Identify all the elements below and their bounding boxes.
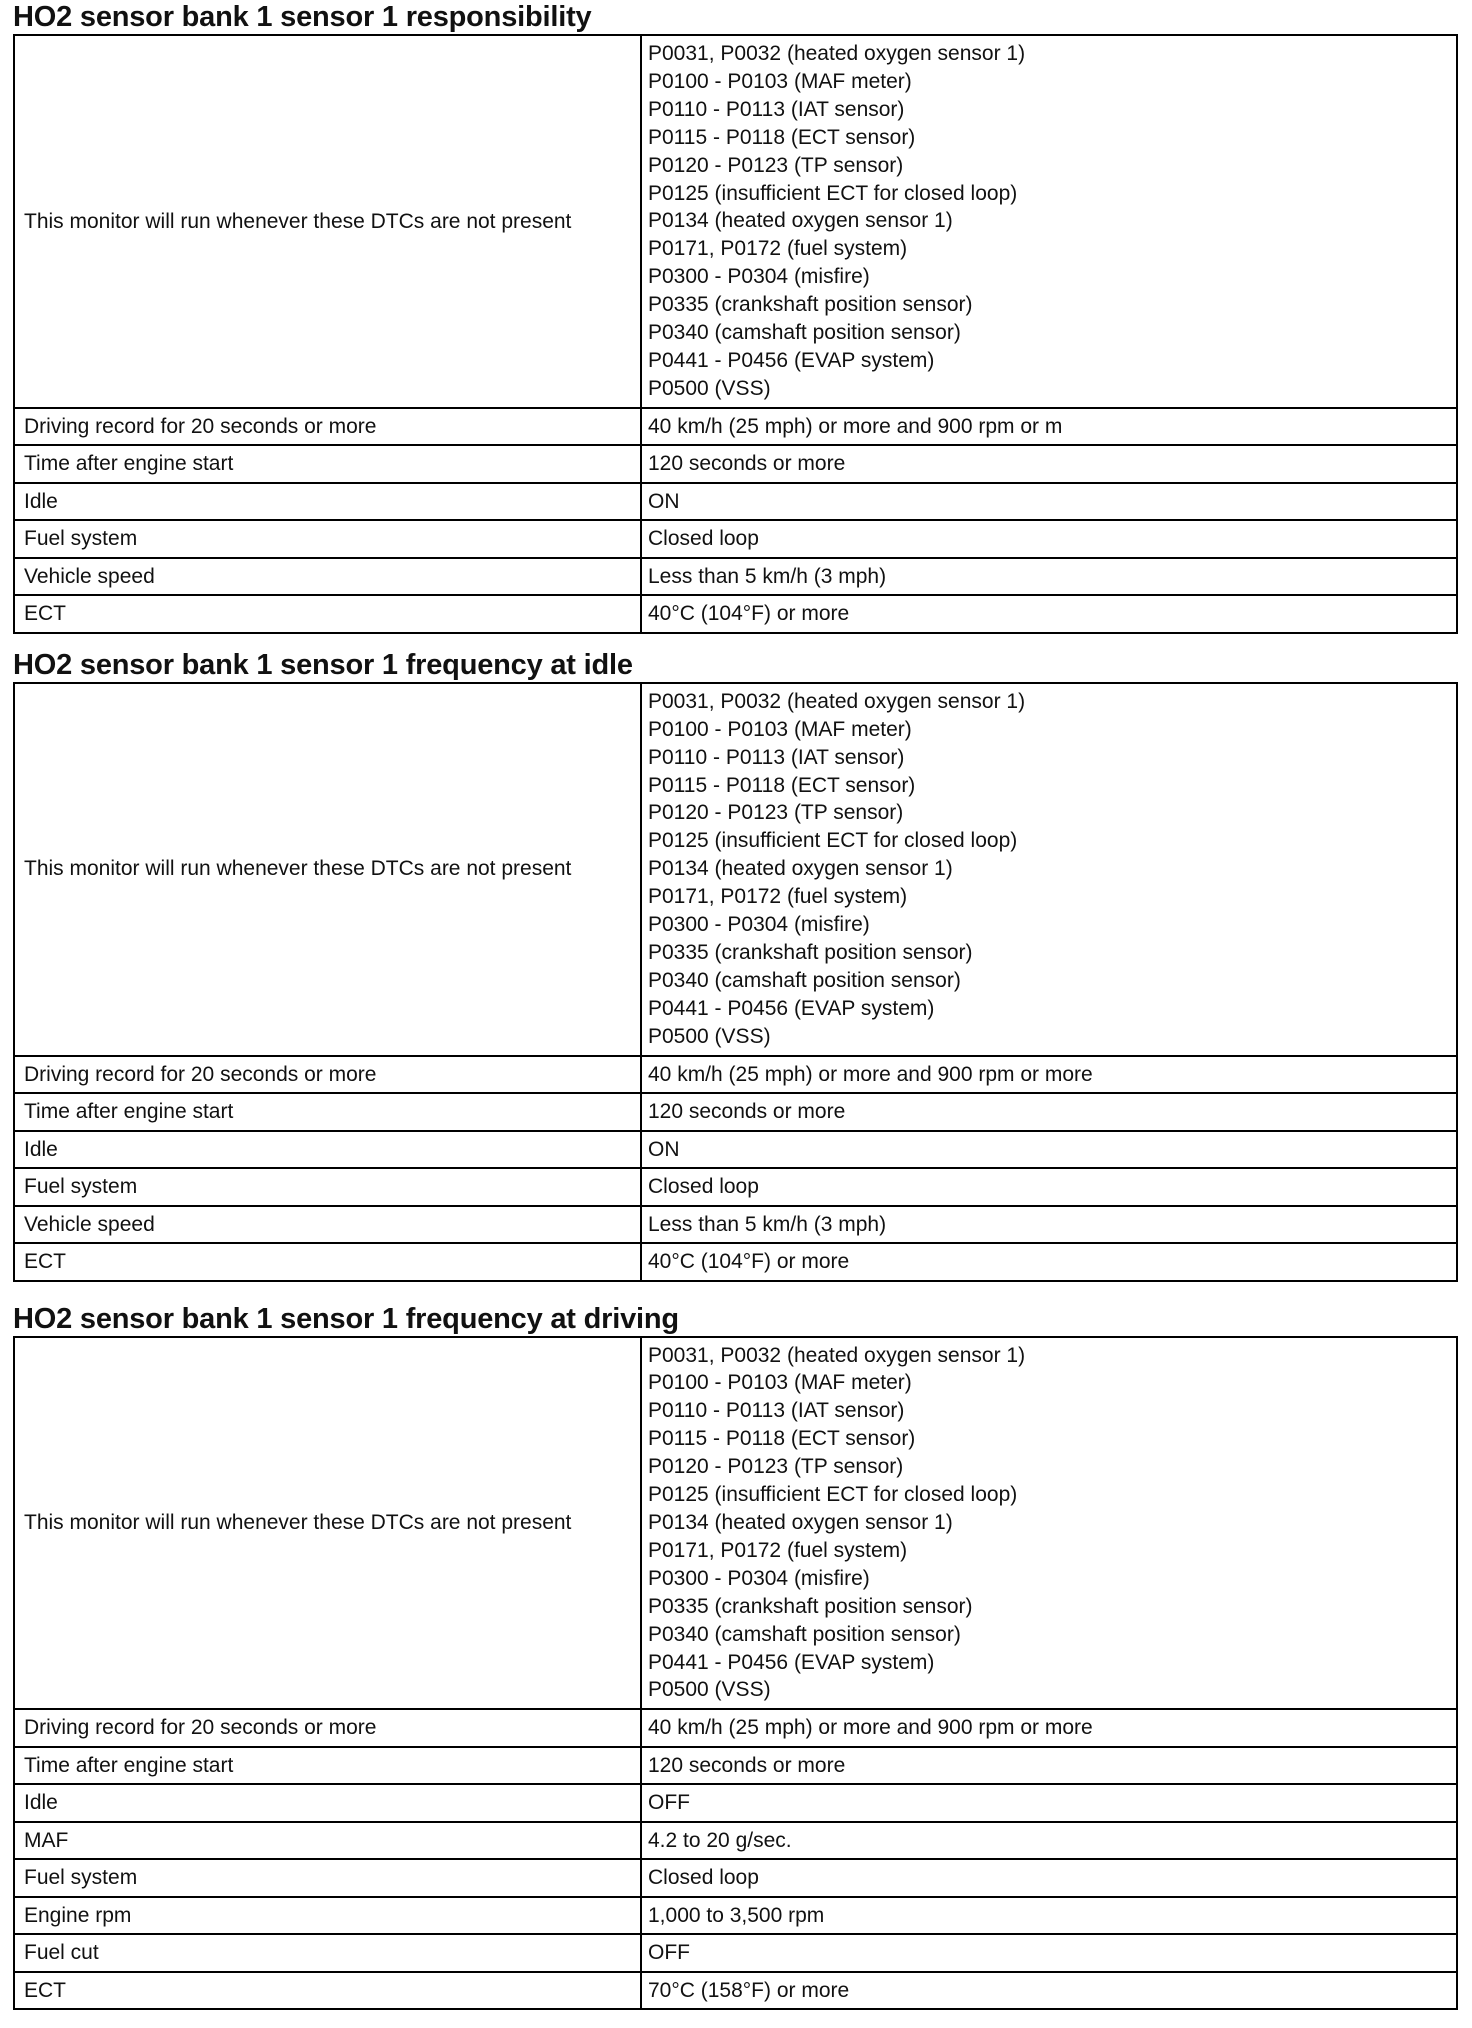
dtc-row	[14, 35, 1457, 408]
dtc-item: P0335 (crankshaft position sensor)	[648, 1594, 973, 1618]
condition-value: 40 km/h (25 mph) or more and 900 rpm or more	[641, 1709, 1457, 1747]
condition-value: 70°C (158°F) or more	[641, 1972, 1457, 2010]
condition-label: Time after engine start	[14, 1093, 641, 1131]
condition-label: Idle	[14, 1784, 641, 1822]
dtc-item: P0500 (VSS)	[648, 376, 771, 400]
dtc-item: P0100 - P0103 (MAF meter)	[648, 717, 912, 741]
dtc-item: P0171, P0172 (fuel system)	[648, 1538, 908, 1562]
condition-row	[14, 408, 1457, 446]
dtc-item: P0340 (camshaft position sensor)	[648, 321, 961, 345]
condition-label: Fuel cut	[14, 1934, 641, 1972]
condition-label: Fuel system	[14, 1859, 641, 1897]
section-title: HO2 sensor bank 1 sensor 1 frequency at driving	[13, 1302, 679, 1335]
conditions-table	[13, 34, 1458, 634]
condition-label: Engine rpm	[14, 1897, 641, 1935]
condition-value: Less than 5 km/h (3 mph)	[641, 1206, 1457, 1244]
dtc-item: P0125 (insufficient ECT for closed loop)	[648, 829, 1018, 853]
condition-value: Closed loop	[641, 1859, 1457, 1897]
condition-value: ON	[641, 483, 1457, 521]
condition-row	[14, 1243, 1457, 1281]
dtc-item: P0500 (VSS)	[648, 1678, 771, 1702]
dtc-item: P0115 - P0118 (ECT sensor)	[648, 1427, 916, 1451]
condition-row	[14, 1747, 1457, 1785]
condition-label: Driving record for 20 seconds or more	[14, 408, 641, 446]
dtc-item: P0110 - P0113 (IAT sensor)	[648, 745, 905, 769]
condition-row	[14, 1934, 1457, 1972]
dtc-item: P0500 (VSS)	[648, 1024, 771, 1048]
condition-row	[14, 1168, 1457, 1206]
condition-value: 120 seconds or more	[641, 1747, 1457, 1785]
dtc-label-cell: This monitor will run whenever these DTCs are not present	[14, 35, 641, 408]
section-spacer	[13, 634, 1458, 648]
dtc-item: P0125 (insufficient ECT for closed loop)	[648, 181, 1018, 205]
dtc-item: P0171, P0172 (fuel system)	[648, 237, 908, 261]
condition-value: 40°C (104°F) or more	[641, 595, 1457, 633]
condition-row	[14, 1093, 1457, 1131]
condition-row	[14, 595, 1457, 633]
dtc-item: P0340 (camshaft position sensor)	[648, 1622, 961, 1646]
condition-value: Less than 5 km/h (3 mph)	[641, 558, 1457, 596]
condition-row	[14, 1784, 1457, 1822]
dtc-item: P0171, P0172 (fuel system)	[648, 885, 908, 909]
condition-value: Closed loop	[641, 1168, 1457, 1206]
condition-row	[14, 558, 1457, 596]
condition-value: 120 seconds or more	[641, 1093, 1457, 1131]
dtc-item: P0300 - P0304 (misfire)	[648, 913, 870, 937]
condition-label: Driving record for 20 seconds or more	[14, 1056, 641, 1094]
condition-row	[14, 1822, 1457, 1860]
section-title: HO2 sensor bank 1 sensor 1 frequency at idle	[13, 648, 633, 681]
dtc-item: P0335 (crankshaft position sensor)	[648, 293, 973, 317]
condition-value: 1,000 to 3,500 rpm	[641, 1897, 1457, 1935]
condition-row	[14, 1859, 1457, 1897]
dtc-label-cell: This monitor will run whenever these DTCs are not present	[14, 683, 641, 1056]
condition-value: 40 km/h (25 mph) or more and 900 rpm or m	[641, 408, 1457, 446]
dtc-item: P0031, P0032 (heated oxygen sensor 1)	[648, 42, 1026, 65]
condition-row	[14, 483, 1457, 521]
condition-row	[14, 1056, 1457, 1094]
dtc-item: P0100 - P0103 (MAF meter)	[648, 1371, 912, 1395]
condition-label: Fuel system	[14, 1168, 641, 1206]
dtc-list-cell	[641, 35, 1457, 408]
condition-label: ECT	[14, 1243, 641, 1281]
condition-label: ECT	[14, 595, 641, 633]
dtc-item: P0134 (heated oxygen sensor 1)	[648, 209, 953, 233]
dtc-item: P0300 - P0304 (misfire)	[648, 1566, 870, 1590]
dtc-list	[648, 1342, 1447, 1705]
condition-label: Driving record for 20 seconds or more	[14, 1709, 641, 1747]
dtc-item: P0441 - P0456 (EVAP system)	[648, 1650, 935, 1674]
condition-label: ECT	[14, 1972, 641, 2010]
condition-value: 40°C (104°F) or more	[641, 1243, 1457, 1281]
dtc-item: P0110 - P0113 (IAT sensor)	[648, 97, 905, 121]
dtc-list	[648, 688, 1447, 1051]
dtc-item: P0125 (insufficient ECT for closed loop)	[648, 1483, 1018, 1507]
dtc-item: P0120 - P0123 (TP sensor)	[648, 1455, 904, 1479]
condition-row	[14, 1206, 1457, 1244]
condition-row	[14, 1897, 1457, 1935]
dtc-row	[14, 683, 1457, 1056]
condition-label: Idle	[14, 483, 641, 521]
dtc-item: P0100 - P0103 (MAF meter)	[648, 69, 912, 93]
dtc-label-cell: This monitor will run whenever these DTCs are not present	[14, 1337, 641, 1710]
condition-label: MAF	[14, 1822, 641, 1860]
condition-value: ON	[641, 1131, 1457, 1169]
dtc-item: P0335 (crankshaft position sensor)	[648, 940, 973, 964]
dtc-item: P0441 - P0456 (EVAP system)	[648, 348, 935, 372]
condition-label: Vehicle speed	[14, 558, 641, 596]
dtc-item: P0120 - P0123 (TP sensor)	[648, 801, 904, 825]
condition-value: 40 km/h (25 mph) or more and 900 rpm or more	[641, 1056, 1457, 1094]
dtc-item: P0115 - P0118 (ECT sensor)	[648, 773, 916, 797]
condition-row	[14, 520, 1457, 558]
document-page	[13, 0, 1458, 2010]
dtc-item: P0134 (heated oxygen sensor 1)	[648, 1511, 953, 1534]
condition-label: Time after engine start	[14, 445, 641, 483]
dtc-item: P0300 - P0304 (misfire)	[648, 265, 870, 289]
condition-label: Vehicle speed	[14, 1206, 641, 1244]
dtc-item: P0134 (heated oxygen sensor 1)	[648, 857, 953, 881]
condition-label: Idle	[14, 1131, 641, 1169]
condition-value: OFF	[641, 1934, 1457, 1972]
conditions-table	[13, 1336, 1458, 2011]
condition-row	[14, 445, 1457, 483]
dtc-list	[648, 40, 1447, 403]
dtc-list-cell	[641, 1337, 1457, 1710]
dtc-item: P0115 - P0118 (ECT sensor)	[648, 125, 916, 149]
condition-label: Time after engine start	[14, 1747, 641, 1785]
condition-value: OFF	[641, 1784, 1457, 1822]
condition-row	[14, 1709, 1457, 1747]
dtc-list-cell	[641, 683, 1457, 1056]
dtc-row	[14, 1337, 1457, 1710]
condition-label: Fuel system	[14, 520, 641, 558]
dtc-item: P0031, P0032 (heated oxygen sensor 1)	[648, 1343, 1026, 1367]
dtc-item: P0110 - P0113 (IAT sensor)	[648, 1399, 905, 1423]
conditions-table	[13, 682, 1458, 1282]
dtc-item: P0120 - P0123 (TP sensor)	[648, 153, 904, 177]
condition-row	[14, 1131, 1457, 1169]
dtc-item: P0031, P0032 (heated oxygen sensor 1)	[648, 689, 1026, 713]
condition-value: Closed loop	[641, 520, 1457, 558]
section-spacer	[13, 1282, 1458, 1302]
dtc-item: P0340 (camshaft position sensor)	[648, 968, 961, 992]
dtc-item: P0441 - P0456 (EVAP system)	[648, 996, 935, 1020]
condition-value: 4.2 to 20 g/sec.	[641, 1822, 1457, 1860]
condition-row	[14, 1972, 1457, 2010]
section-title: HO2 sensor bank 1 sensor 1 responsibility	[13, 1, 592, 33]
condition-value: 120 seconds or more	[641, 445, 1457, 483]
